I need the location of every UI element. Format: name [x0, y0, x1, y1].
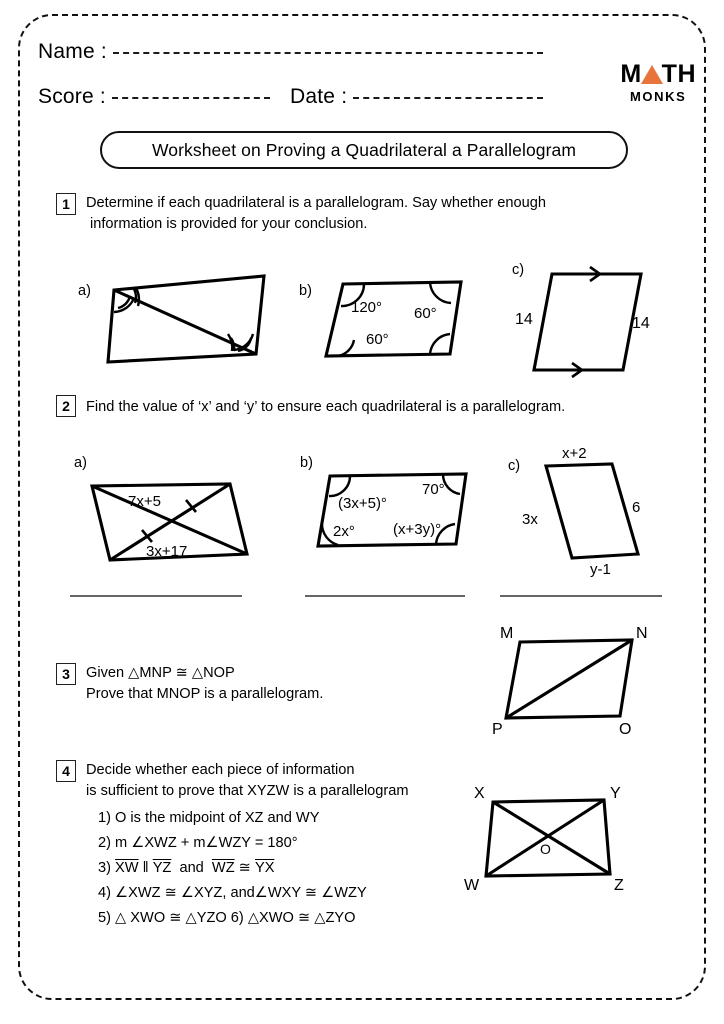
q4-list-item-1: 1) O is the midpoint of XZ and WY: [98, 810, 320, 826]
logo-wordmark: [620, 62, 696, 87]
q1-prompt-line1: Determine if each quadrilateral is a parallelogram. Say whether enough: [86, 195, 546, 211]
question-3-number: [56, 663, 76, 685]
q4-prompt-line1: Decide whether each piece of information: [86, 762, 355, 778]
q1c-side-right: 14: [632, 315, 650, 332]
q2b-angle-2: 70°: [422, 481, 445, 498]
answer-line-1[interactable]: [70, 595, 242, 597]
q4-list-item-4: 4) ∠XWZ ≅ ∠XYZ, and∠WXY ≅ ∠WZY: [98, 885, 367, 902]
math-monks-logo: [620, 62, 696, 103]
question-4-number: [56, 760, 76, 782]
q1-num-text: 1: [62, 196, 70, 212]
question-1-number: [56, 193, 76, 215]
q3-prompt-line2: Prove that MNOP is a parallelogram.: [86, 686, 324, 703]
q2b-angle-1: (3x+5)°: [338, 495, 387, 512]
q3-prompt-line1: Given △MNP ≅ △NOP: [86, 665, 235, 681]
date-write-line[interactable]: [353, 97, 543, 99]
triangle-icon: [641, 65, 663, 84]
q3-figure: [490, 625, 660, 738]
q2-figure-b: [310, 466, 490, 566]
q4-list-item-3: 3) $\overline{XW}$ ‖ $\overline{YZ}$ and $\overline{WZ}$ ≅ $\overline{YX}$: [98, 860, 275, 877]
logo-text-left: M: [620, 60, 642, 88]
q4-vertex-z: Z: [614, 877, 624, 894]
q3-vertex-n: N: [636, 625, 648, 642]
q1-figure-b: [318, 272, 478, 372]
q2-prompt-line1: Find the value of ‘x’ and ‘y’ to ensure each quadrilateral is a parallelogram.: [86, 399, 566, 415]
answer-line-3[interactable]: [500, 595, 662, 597]
q2c-side-top: x+2: [562, 445, 587, 462]
q1c-side-left: 14: [515, 311, 533, 328]
date-label: Date :: [290, 85, 348, 108]
q4-vertex-y: Y: [610, 785, 621, 802]
q4-vertex-x: X: [474, 785, 485, 802]
q3-num-text: 3: [62, 666, 70, 682]
name-label: Name :: [38, 40, 107, 63]
q4-list-item-5: 5) △ XWO ≅ △YZO 6) △XWO ≅ △ZYO: [98, 910, 356, 927]
q3-vertex-o: O: [619, 721, 632, 738]
score-date-row: [38, 85, 543, 109]
q2a-diag-label-1: 7x+5: [128, 493, 161, 510]
q1-part-a-letter: a): [78, 283, 91, 299]
score-write-line[interactable]: [112, 97, 270, 99]
q4-list-item-2: 2) m ∠XWZ + m∠WZY = 180°: [98, 835, 298, 852]
q2a-diag-label-2: 3x+17: [146, 543, 188, 560]
q1b-angle-3: 60°: [366, 331, 389, 348]
q1-figure-c: [515, 262, 670, 387]
q1b-angle-2: 60°: [414, 305, 437, 322]
worksheet-title: [100, 131, 628, 169]
q4-figure: [464, 785, 646, 900]
q3-vertex-m: M: [500, 625, 514, 642]
q3-vertex-p: P: [492, 721, 503, 738]
q2-part-a-letter: a): [74, 455, 87, 471]
q4-vertex-w: W: [464, 877, 480, 894]
name-write-line[interactable]: [113, 52, 543, 54]
q2b-angle-4: (x+3y)°: [393, 521, 442, 538]
q2-num-text: 2: [62, 398, 70, 414]
q1-figure-a: [104, 262, 274, 372]
page-title: Worksheet on Proving a Quadrilateral a Parallelogram: [151, 139, 577, 160]
name-field-row: [38, 40, 543, 64]
q4-item-list: [98, 806, 498, 931]
q2-figure-a: [84, 478, 259, 568]
q4-vertex-o: O: [540, 841, 551, 857]
q2-figure-c: [522, 444, 678, 579]
q4-prompt-line2: is sufficient to prove that XYZW is a parallelogram: [86, 783, 409, 800]
q4-num-text: 4: [62, 763, 70, 779]
question-1-prompt: [86, 193, 666, 235]
q2-part-c-letter: c): [508, 458, 521, 474]
score-label: Score :: [38, 85, 106, 108]
logo-subtext: MONKS: [629, 89, 687, 104]
q1b-angle-1: 120°: [351, 299, 383, 316]
q2c-side-right: 6: [632, 499, 641, 516]
answer-line-2[interactable]: [305, 595, 465, 597]
q2c-side-left: 3x: [522, 511, 538, 528]
q1-part-c-letter: c): [512, 262, 525, 278]
q2c-side-bottom: y-1: [590, 561, 611, 578]
question-3-prompt: [86, 663, 486, 705]
logo-text-right: TH: [661, 60, 696, 88]
q1-prompt-line2: information is provided for your conclusion.: [90, 216, 368, 233]
q2b-angle-3: 2x°: [333, 523, 355, 540]
q2-part-b-letter: b): [300, 455, 313, 471]
question-2-prompt: [86, 397, 676, 418]
question-4-prompt: [86, 760, 486, 802]
q1-part-b-letter: b): [299, 283, 312, 299]
question-2-number: [56, 395, 76, 417]
